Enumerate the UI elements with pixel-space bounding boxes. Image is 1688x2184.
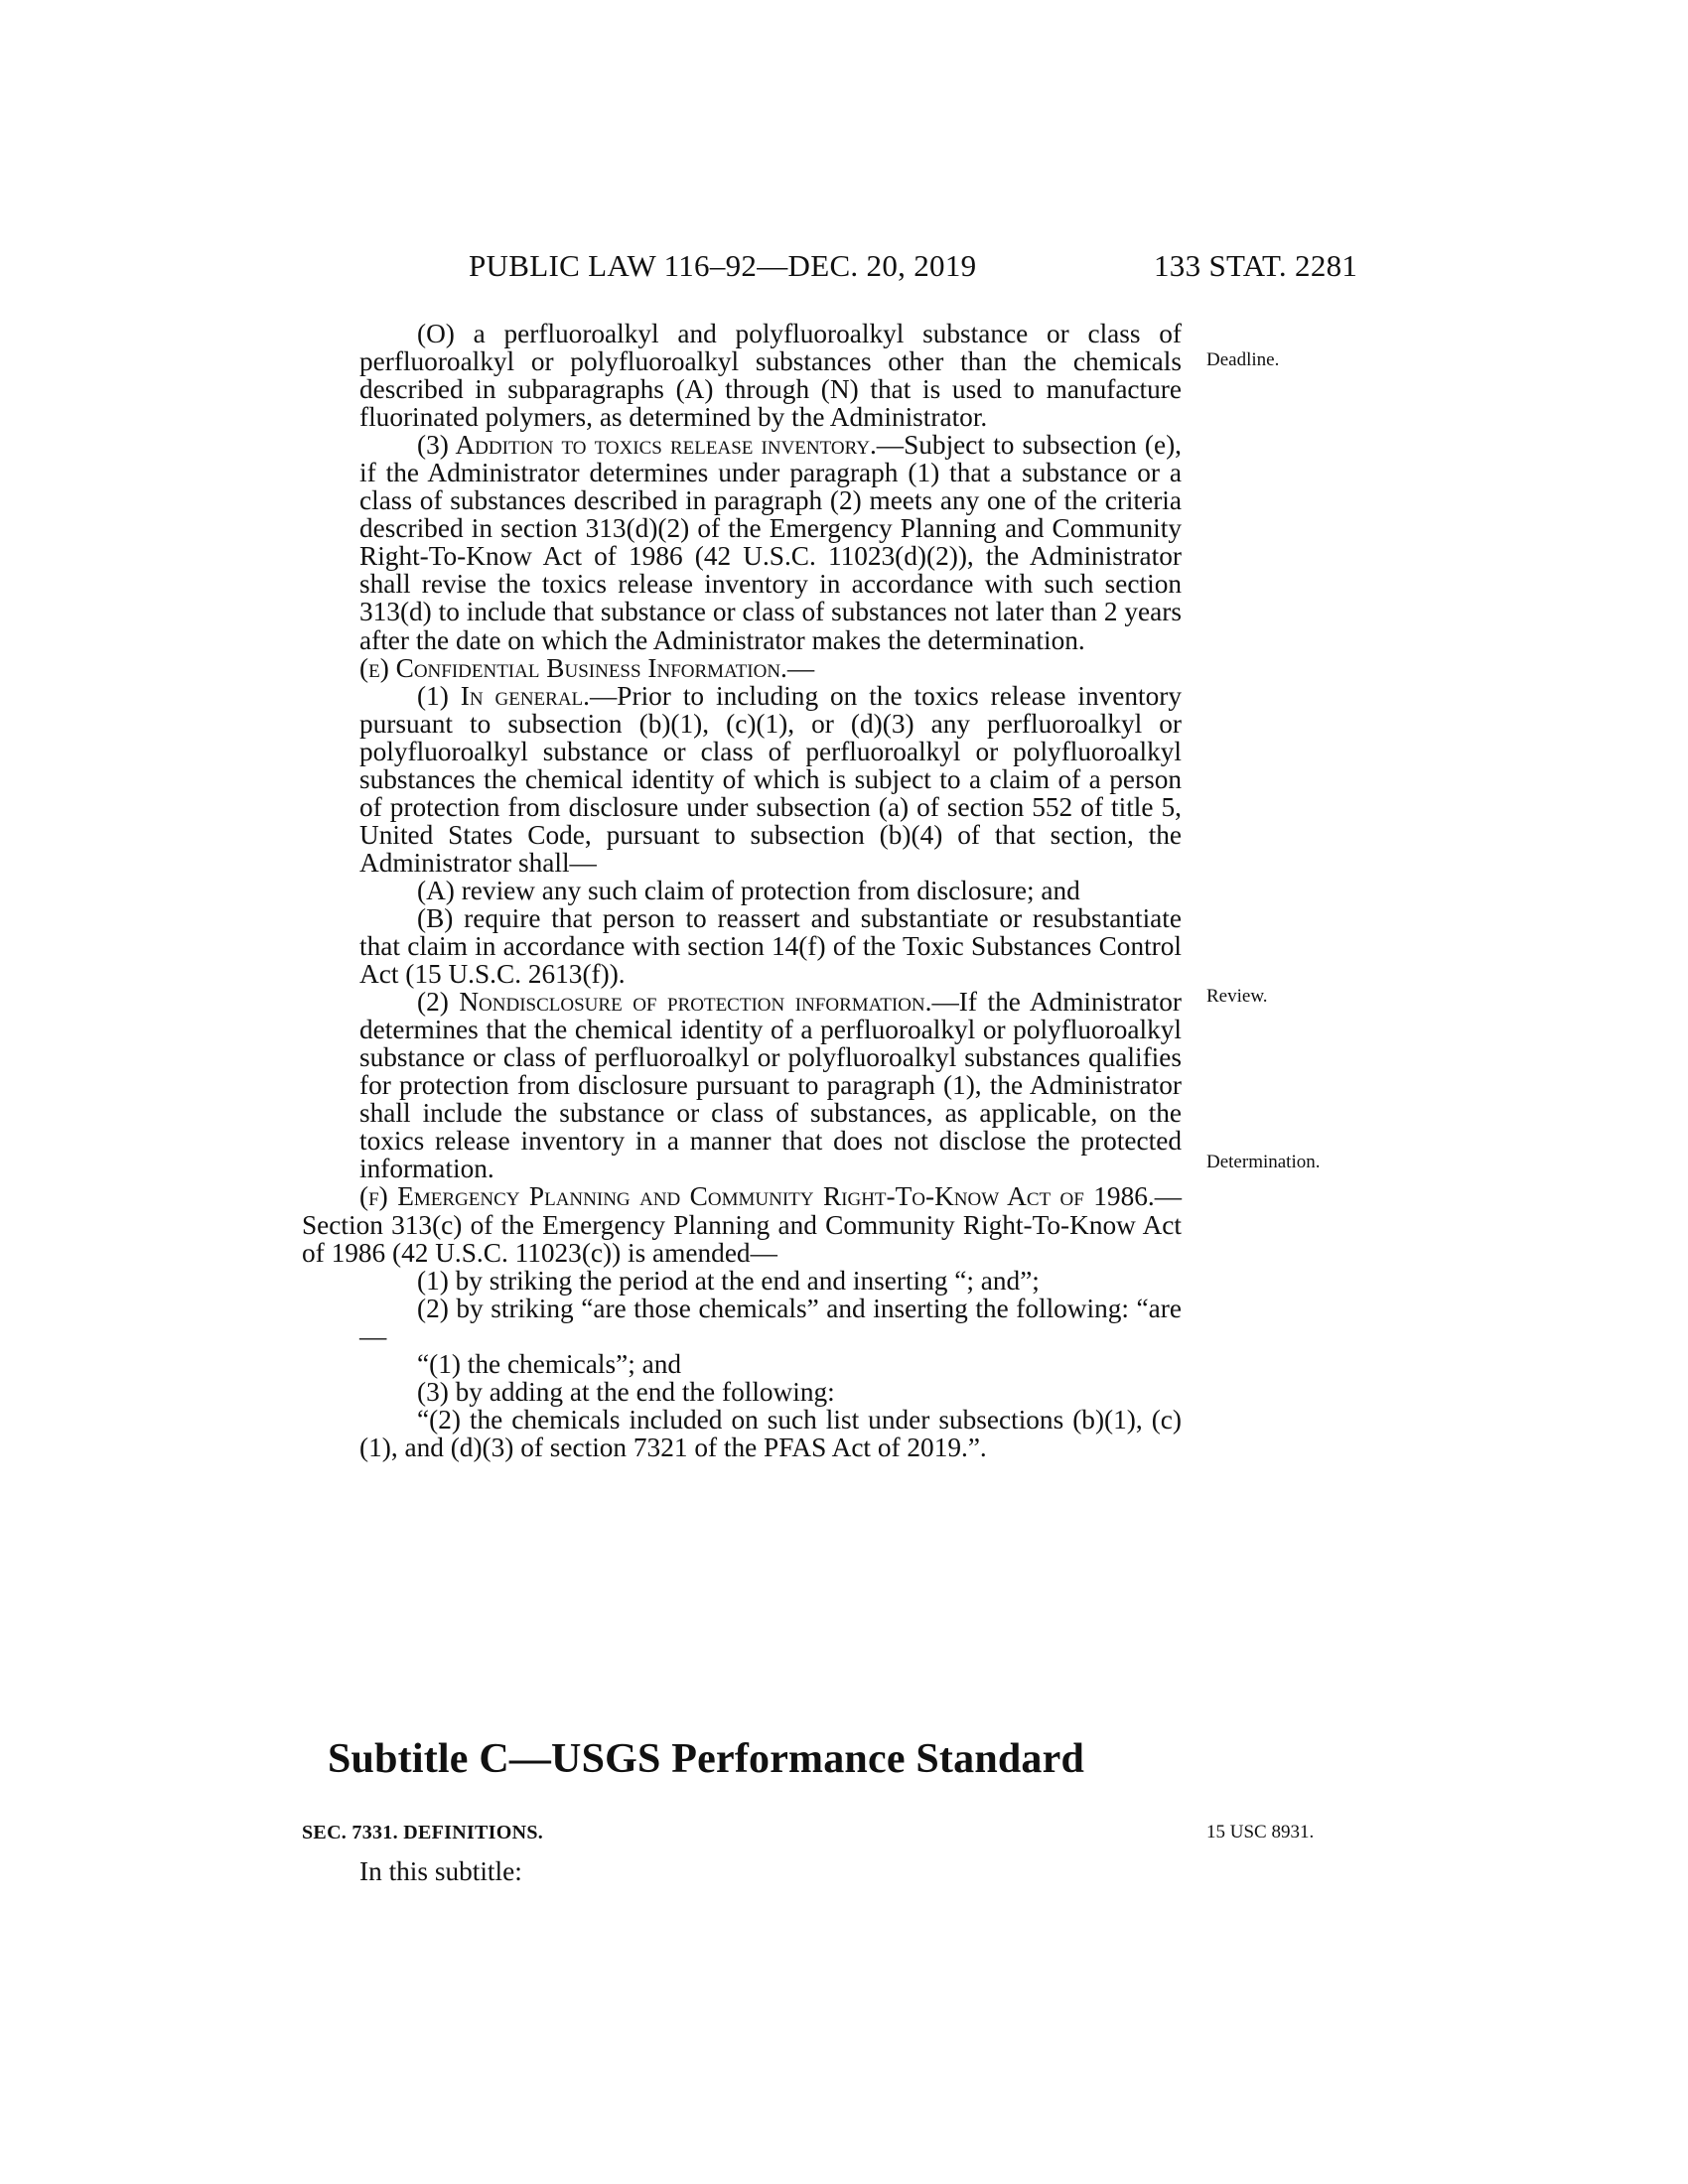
margin-note-determination: Determination. <box>1206 1152 1321 1172</box>
amendment-item-3-quote: “(2) the chemicals included on such list under subsections (b)(1), (c)(1), and (d)(3) of section 7321 of the PFAS Act of 2019.”. <box>359 1404 1182 1462</box>
amendment-item-2-quote: “(1) the chemicals”; and <box>417 1348 682 1379</box>
paragraph-subparagraph-o: (O) a perfluoroalkyl and polyfluoroalkyl substance or class of perfluoroalkyl or polyfluoroalkyl substances other than the chemicals described in subparagraphs (A) through (N) that is used to manufacture fluorinated polymers, as determined by the Administrator. <box>359 319 1182 433</box>
subsection-f <box>302 1182 1182 1266</box>
paragraph-e1 <box>359 682 1182 877</box>
amendment-item-3: (3) by adding at the end the following: <box>417 1376 835 1407</box>
paragraph-d3-heading: (3) Addition to toxics release inventory.— <box>417 430 905 461</box>
paragraph-e2 <box>359 988 1182 1182</box>
paragraph-e2-heading: (2) Nondisclosure of protection information.— <box>417 987 959 1018</box>
subparagraph-e1a: (A) review any such claim of protection from disclosure; and <box>417 875 1080 905</box>
paragraph-e2-body: If the Administrator determines that the chemical identity of a perfluoroalkyl or polyfluoroalkyl substance or class of perfluoroalkyl or polyfluoroalkyl substances qualifies for protection from disclosure pursuant to paragraph (1), the Administrator shall include the substance or class of substances, as applicable, on the toxics release inventory in a manner that does not disclose the protected information. <box>359 987 1182 1184</box>
amendment-item-2: (2) by striking “are those chemicals” and inserting the following: “are— <box>359 1293 1182 1351</box>
statute-body-text <box>302 320 1182 1461</box>
running-header-left: PUBLIC LAW 116–92—DEC. 20, 2019 <box>469 248 977 283</box>
subsection-e-heading-text: (e) Confidential Business Information.— <box>359 652 815 683</box>
running-header-page-number: 133 STAT. 2281 <box>1154 248 1358 283</box>
amendment-item-1: (1) by striking the period at the end and inserting “; and”; <box>417 1265 1040 1296</box>
subsection-e-heading <box>359 654 1182 682</box>
section-lead-in: In this subtitle: <box>359 1856 522 1886</box>
subsection-f-heading: (f) Emergency Planning and Community Right-To-Know Act of 1986.— <box>359 1181 1182 1212</box>
subparagraph-e1b: (B) require that person to reassert and substantiate or resubstantiate that claim in accordance with section 14(f) of the Toxic Substances Control Act (15 U.S.C. 2613(f)). <box>359 902 1182 990</box>
paragraph-e1-heading: (1) In general.— <box>417 680 618 711</box>
section-heading: SEC. 7331. DEFINITIONS. <box>302 1822 544 1843</box>
margin-note-review: Review. <box>1206 986 1268 1007</box>
paragraph-d3 <box>359 431 1182 653</box>
subsection-f-body: Section 313(c) of the Emergency Planning and Community Right-To-Know Act of 1986 (42 U.S.C. 11023(c)) is amended— <box>302 1209 1182 1268</box>
subtitle-heading: Subtitle C—USGS Performance Standard <box>328 1736 1085 1782</box>
margin-note-usc: 15 USC 8931. <box>1206 1822 1315 1843</box>
paragraph-d3-body: Subject to subsection (e), if the Administrator determines under paragraph (1) that a substance or a class of substances described in paragraph (2) meets any one of the criteria described in section 313(d)(2) of the Emergency Planning and Community Right-To-Know Act of 1986 (42 U.S.C. 11023(d)(2)), the Administrator shall revise the toxics release inventory in accordance with such section 313(d) to include that substance or class of substances not later than 2 years after the date on which the Administrator makes the determination. <box>359 430 1182 655</box>
paragraph-e1-body: Prior to including on the toxics release inventory pursuant to subsection (b)(1), (c)(1), or (d)(3) any perfluoroalkyl or polyfluoroalkyl substance or class of perfluoroalkyl or polyfluoroalkyl substances the chemical identity of which is subject to a claim of a person of protection from disclosure under subsection (a) of section 552 of title 5, United States Code, pursuant to subsection (b)(4) of that section, the Administrator shall— <box>359 680 1182 878</box>
margin-note-deadline: Deadline. <box>1206 349 1280 370</box>
